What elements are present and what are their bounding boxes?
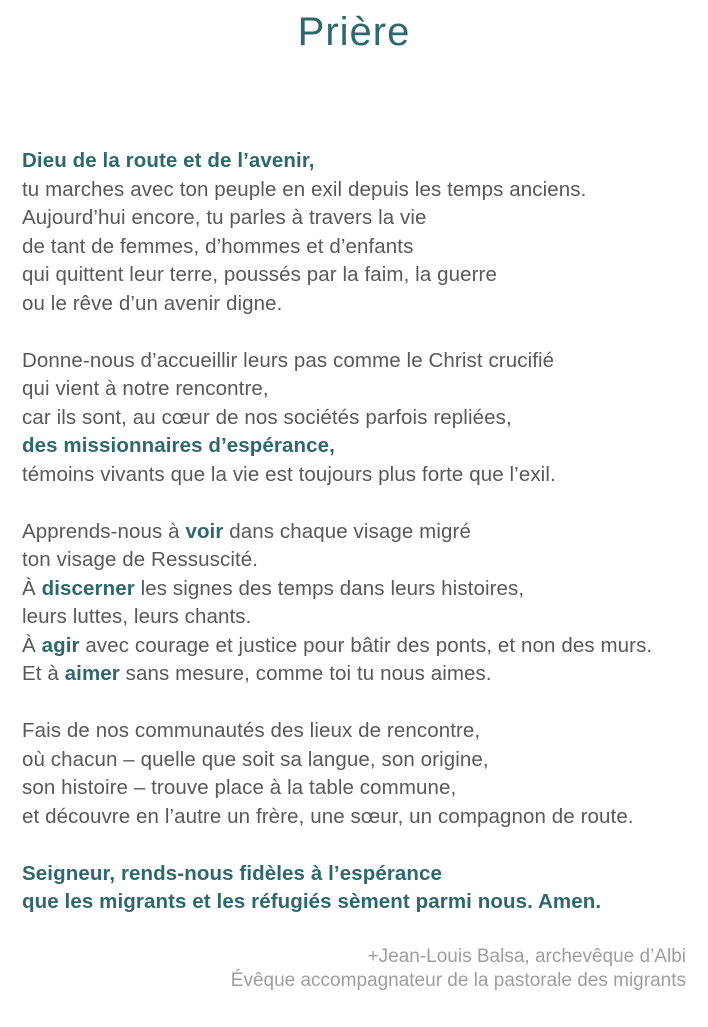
prayer-accent-text: Dieu de la route et de l’avenir,	[22, 149, 315, 172]
prayer-line	[22, 347, 686, 376]
prayer-text: Apprends-nous à	[22, 519, 186, 543]
prayer-line	[22, 717, 686, 746]
prayer-paragraph	[22, 518, 686, 689]
page-title: Prière	[297, 10, 411, 54]
prayer-line	[22, 888, 686, 917]
prayer-text: et découvre en l’autre un frère, une sœur, un compagnon de route.	[22, 804, 634, 828]
prayer-line	[22, 233, 686, 262]
prayer-line	[22, 660, 686, 689]
prayer-line	[22, 746, 686, 775]
prayer-accent-text: aimer	[64, 662, 120, 685]
attribution-role: Évêque accompagnateur de la pastorale des migrants	[230, 969, 686, 991]
prayer-line	[22, 632, 686, 661]
prayer-line	[22, 404, 686, 433]
prayer-text: Fais de nos communautés des lieux de rencontre,	[22, 719, 481, 742]
prayer-text: Donne-nous d’accueillir leurs pas comme le Christ crucifié	[22, 348, 555, 372]
prayer-text: qui quittent leur terre, poussés par la faim, la guerre	[22, 263, 497, 286]
prayer-line	[22, 803, 686, 832]
prayer-accent-text: discerner	[41, 576, 135, 600]
prayer-text: sans mesure, comme toi tu nous aimes.	[119, 662, 492, 685]
prayer-line	[22, 147, 686, 176]
prayer-text: où chacun – quelle que soit sa langue, son origine,	[22, 747, 489, 771]
prayer-text: Aujourd’hui encore, tu parles à travers la vie	[22, 206, 427, 229]
prayer-text: Et à	[22, 662, 65, 685]
prayer-accent-text: Seigneur, rends-nous fidèles à l’espérance	[22, 861, 443, 885]
prayer-paragraph	[22, 860, 686, 917]
prayer-text: qui vient à notre rencontre,	[22, 377, 269, 400]
prayer-line	[22, 290, 686, 319]
prayer-paragraph	[22, 347, 686, 490]
attribution-author: +Jean-Louis Balsa, archevêque d’Albi	[367, 946, 686, 967]
prayer-text: À	[22, 576, 42, 600]
prayer-text: À	[22, 633, 42, 657]
prayer-text: de tant de femmes, d’hommes et d’enfants	[22, 234, 414, 258]
prayer-text: ou le rêve d’un avenir digne.	[22, 291, 283, 315]
prayer-line	[22, 204, 686, 233]
prayer-text: ton visage de Ressuscité.	[22, 548, 259, 571]
prayer-accent-text: que les migrants et les réfugiés sèment parmi nous. Amen.	[22, 890, 602, 913]
prayer-line	[22, 575, 686, 604]
prayer-line	[22, 375, 686, 404]
prayer-text: dans chaque visage migré	[223, 519, 471, 543]
prayer-line	[22, 518, 686, 547]
prayer-line	[22, 603, 686, 632]
prayer-text: les signes des temps dans leurs histoires,	[134, 576, 525, 600]
prayer-paragraph	[22, 147, 686, 318]
prayer-body	[22, 147, 686, 917]
prayer-text: son histoire – trouve place à la table commune,	[22, 776, 457, 799]
prayer-line	[22, 774, 686, 803]
prayer-line	[22, 546, 686, 575]
prayer-text: avec courage et justice pour bâtir des ponts, et non des murs.	[79, 633, 653, 657]
prayer-text: car ils sont, au cœur de nos sociétés parfois repliées,	[22, 405, 512, 429]
prayer-text: leurs luttes, leurs chants.	[22, 605, 252, 628]
attribution	[22, 945, 686, 992]
prayer-line	[22, 261, 686, 290]
prayer-paragraph	[22, 717, 686, 831]
prayer-accent-text: des missionnaires d’espérance,	[22, 434, 335, 457]
prayer-text: témoins vivants que la vie est toujours plus forte que l’exil.	[22, 462, 556, 486]
prayer-line	[22, 432, 686, 461]
prayer-accent-text: voir	[185, 519, 224, 543]
prayer-text: tu marches avec ton peuple en exil depuis les temps anciens.	[22, 177, 587, 201]
prayer-line	[22, 461, 686, 490]
prayer-line	[22, 860, 686, 889]
prayer-accent-text: agir	[41, 633, 80, 657]
prayer-line	[22, 176, 686, 205]
